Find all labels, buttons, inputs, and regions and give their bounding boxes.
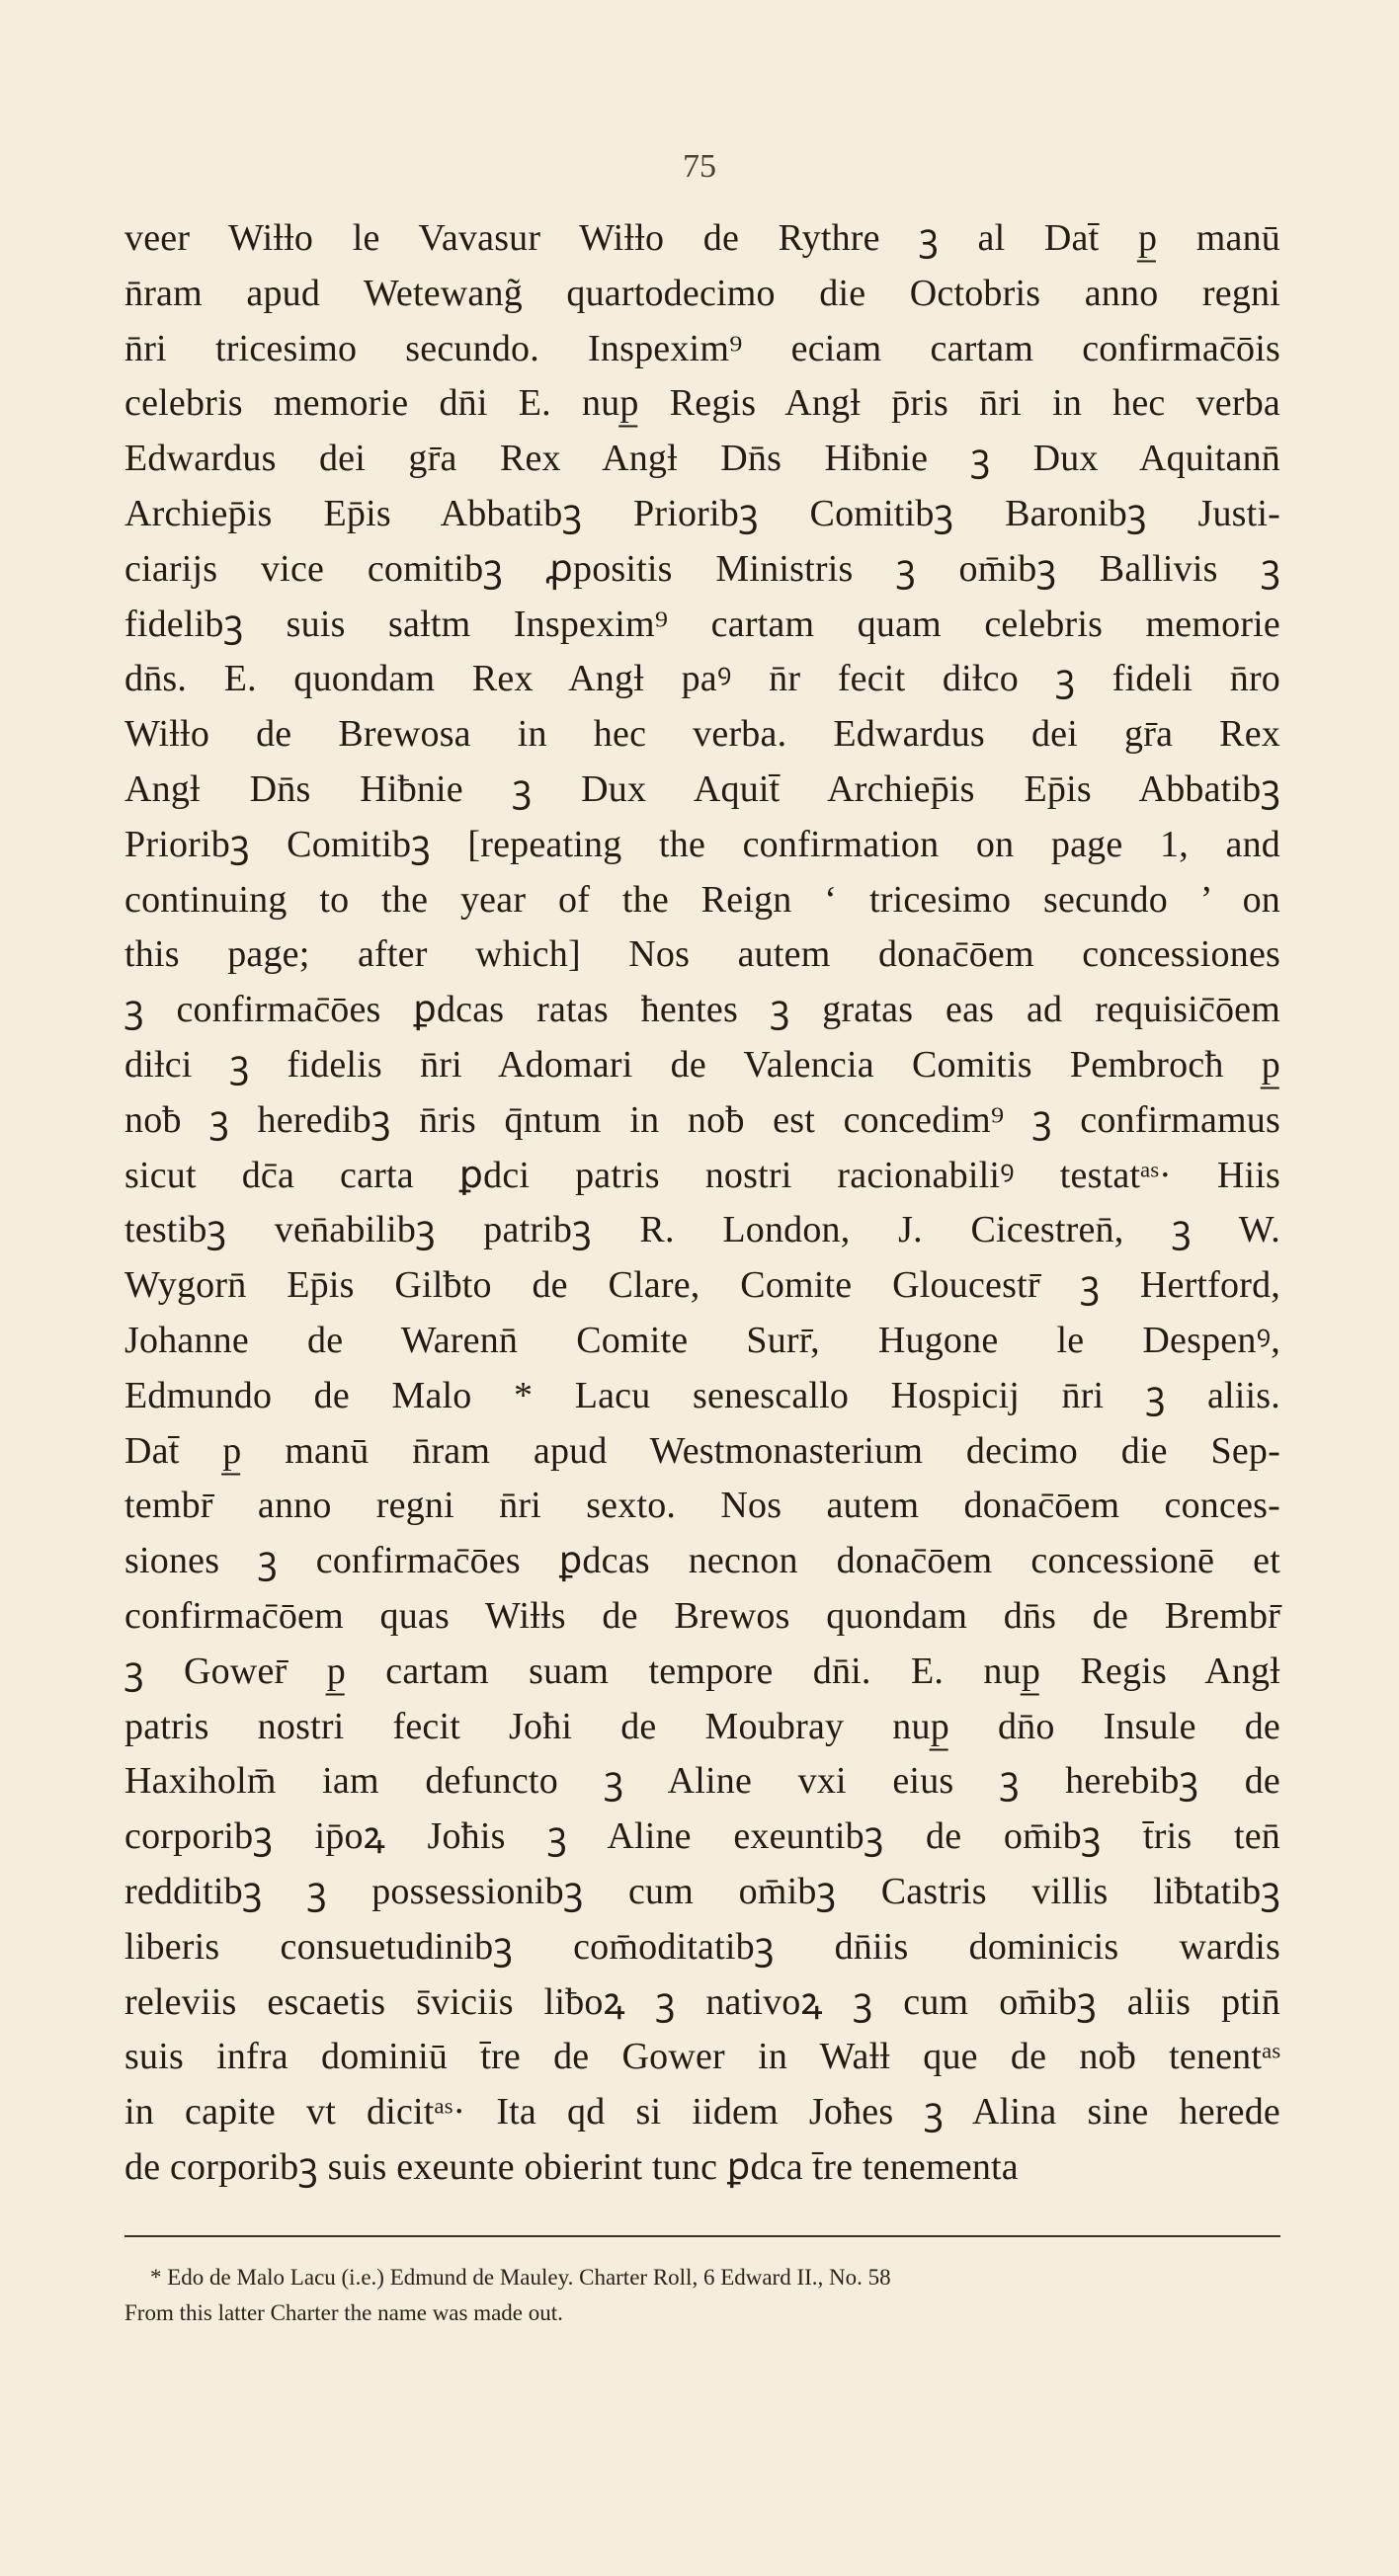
text-line: de corporibꝫ suis exeunte obierint tunc ꝑdca t̄re tenementa [124,2145,1019,2188]
text-line: corporibꝫ ip̄oꝝ Joħis ꝫ Aline exeuntibꝫ de om̄ibꝫ t̄ris ten̄ [124,1815,1280,1858]
text-line: patris nostri fecit Joħi de Moubray nup̲ dn̄o Insule de [124,1705,1280,1747]
text-line: Edwardus dei gr̄a Rex Angƚ Dn̄s Hiƀnie ꝫ Dux Aquitann̄ [124,438,1280,480]
footnotes [124,2260,1280,2331]
text-line: confirmac̄ōem quas Wiƚƚs de Brewos quondam dn̄s de Brembr̄ [124,1594,1280,1637]
text-line: Haxiholm̄ iam defuncto ꝫ Aline vxi eius ꝫ herebibꝫ de [124,1760,1280,1803]
text-line: Dat̄ p̲ manū n̄ram apud Westmonasterium decimo die Sep- [124,1429,1280,1472]
text-line: Wiƚƚo de Brewosa in hec verba. Edwardus dei gr̄a Rex [124,713,1280,756]
text-line: liberis consuetudinibꝫ com̄oditatibꝫ dn̄iis dominicis wardis [124,1925,1280,1968]
text-line: dn̄s. E. quondam Rex Angƚ paꝰ n̄r fecit diƚco ꝫ fideli n̄ro [124,658,1280,700]
text-line: testibꝫ ven̄abilibꝫ patribꝫ R. London, J. Cicestren̄, ꝫ W. [124,1209,1280,1251]
text-line: n̄ri tricesimo secundo. Inspexim⁹ eciam cartam confirmac̄ōis [124,327,1280,369]
footnote-divider [124,2235,1280,2237]
text-line: Johanne de Warenn̄ Comite Surr̄, Hugone le Despenꝰ, [124,1319,1280,1361]
text-line: in capite vt dicitᵃˢ· Ita qd si iidem Joħes ꝫ Alina sine herede [124,2091,1280,2133]
text-line: this page; after which] Nos autem donac̄ōem concessiones [124,933,1280,976]
text-line: ꝫ Gower̄ p̲ cartam suam tempore dn̄i. E. nup̲ Regis Angƚ [124,1650,1280,1692]
text-line: veer Wiƚƚo le Vavasur Wiƚƚo de Rythre ꝫ al Dat̄ p̲ manū [124,217,1280,259]
text-line: Angƚ Dn̄s Hiƀnie ꝫ Dux Aquit̄ Archiep̄is Ep̄is Abbatibꝫ [124,767,1280,810]
text-line: Archiep̄is Ep̄is Abbatibꝫ Prioribꝫ Comitibꝫ Baronibꝫ Justi- [124,492,1280,534]
text-line: sicut dc̄a carta ꝑdci patris nostri racionabiliꝰ testatᵃˢ· Hiis [124,1154,1280,1196]
text-line: continuing to the year of the Reign ‘ tricesimo secundo ’ on [124,878,1280,921]
text-line: ciarijs vice comitibꝫ ꝓpositis Ministris ꝫ om̄ibꝫ Ballivis ꝫ [124,547,1280,590]
text-line: Edmundo de Malo * Lacu senescallo Hospicij n̄ri ꝫ aliis. [124,1374,1280,1416]
charter-text [124,211,1280,2196]
text-line: n̄ram apud Wetewang̃ quartodecimo die Octobris anno regni [124,272,1280,314]
text-line: releviis escaetis s̄viciis liƀoꝝ ꝫ nativoꝝ ꝫ cum om̄ibꝫ aliis ptin̄ [124,1980,1280,2023]
text-line: redditibꝫ ꝫ possessionibꝫ cum om̄ibꝫ Castris villis liƀtatibꝫ [124,1870,1280,1912]
text-line: Prioribꝫ Comitibꝫ [repeating the confirmation on page 1, and [124,823,1280,865]
text-line: tembr̄ anno regni n̄ri sexto. Nos autem donac̄ōem conces- [124,1485,1280,1527]
footnote-line: From this latter Charter the name was made out. [124,2300,563,2325]
text-line: diƚci ꝫ fidelis n̄ri Adomari de Valencia Comitis Pembrocħ p̲ [124,1043,1280,1086]
text-line: noƀ ꝫ heredibꝫ n̄ris q̄ntum in noƀ est concedim⁹ ꝫ confirmamus [124,1098,1280,1141]
text-line: ꝫ confirmac̄ōes ꝑdcas ratas ħentes ꝫ gratas eas ad requisic̄ōem [124,989,1280,1031]
text-line: siones ꝫ confirmac̄ōes ꝑdcas necnon donac̄ōem concessionē et [124,1540,1280,1582]
text-line: fidelibꝫ suis saƚtm Inspexim⁹ cartam quam celebris memorie [124,603,1280,645]
text-line: celebris memorie dn̄i E. nup̲ Regis Angƚ p̄ris n̄ri in hec verba [124,382,1280,425]
text-line: Wygorn̄ Ep̄is Gilƀto de Clare, Comite Gloucestr̄ ꝫ Hertford, [124,1264,1280,1307]
page-number: 75 [683,148,716,185]
text-line: suis infra dominiū t̄re de Gower in Waƚƚ que de noƀ tenentᵃˢ [124,2036,1280,2078]
footnote-line: * Edo de Malo Lacu (i.e.) Edmund de Mauley. Charter Roll, 6 Edward II., No. 58 [150,2265,891,2290]
